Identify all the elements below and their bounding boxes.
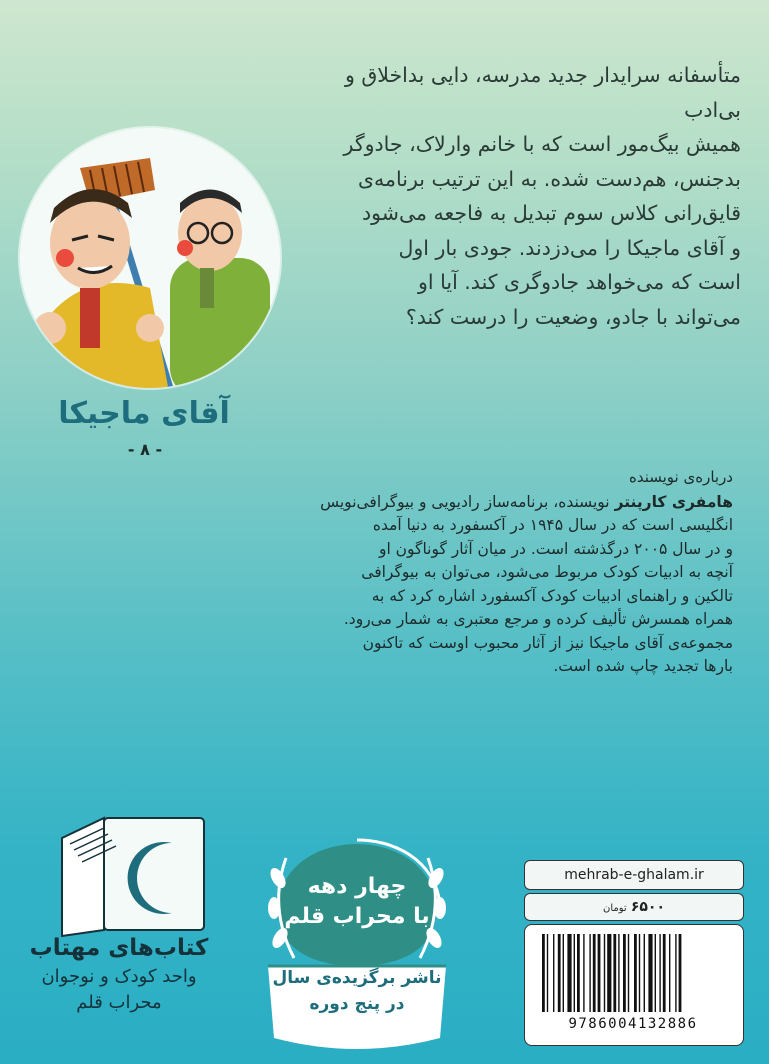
price-label [524,893,744,921]
author-line: و در سال ۲۰۰۵ درگذشته است. در میان آثار گوناگون او [378,539,733,558]
author-line [233,491,733,515]
barcode-bar [547,934,548,1012]
about-author-heading: درباره‌ی نویسنده [628,468,733,486]
badge-title-line-2: با محراب قلم [284,904,430,929]
barcode-icon [540,934,728,1012]
price-unit: تومان [602,903,627,914]
barcode-bar [663,934,666,1012]
publisher-parent: محراب قلم [76,992,162,1013]
characters-illustration [20,128,280,388]
author-line: بارها تجدید چاپ شده است. [553,657,733,675]
barcode-bar [659,934,660,1012]
blurb-line: بدجنس، هم‌دست شده. به این ترتیب برنامه‌ی [358,166,741,191]
barcode-bar [639,934,640,1012]
author-name: هامفری کارپنتر [614,492,733,511]
barcode-bar [679,934,682,1012]
badge-subtitle-line-1: ناشر برگزیده‌ی سال [272,968,442,988]
series-logo: آقای ماجیکا [58,396,230,431]
barcode-bar [634,934,637,1012]
blurb-line: متأسفانه سرایدار جدید مدرسه، دایی بداخلاق و بی‌ادب [344,63,741,122]
badge-subtitle-line-2: در پنج دوره [309,994,405,1014]
barcode-bar [567,934,571,1012]
blurb-line: می‌تواند با جادو، وضعیت را درست کند؟ [405,304,741,329]
barcode-bar [577,934,580,1012]
cover-illustration [20,128,280,388]
barcode-bar [558,934,561,1012]
blurb-line: است که می‌خواهد جادوگری کند. آیا او [418,270,741,294]
barcode-bar [613,934,616,1012]
publisher-book-logo-icon [22,808,222,938]
about-author [233,466,733,679]
barcode-bar [563,934,564,1012]
barcode-bar [623,934,626,1012]
barcode-bar [607,934,611,1012]
barcode-bar [604,934,605,1012]
barcode-bar [644,934,645,1012]
publisher-name: کتاب‌های مهتاب [29,935,209,961]
blurb-line: و آقای ماجیکا را می‌دزدند. جودی بار اول [398,235,741,260]
author-line: تالکین و راهنمای ادبیات کودک آکسفورد اشاره کرد که به [371,586,733,605]
publisher-website: mehrab-e-ghalam.ir [524,860,744,890]
isbn-number: 9786004132886 [568,1016,698,1032]
barcode-bar [589,934,590,1012]
barcode-bar [574,934,575,1012]
badge-title-line-1: چهار دهه [307,874,407,899]
back-cover-blurb [301,58,741,334]
barcode-bar [542,934,545,1012]
anniversary-badge-icon [258,838,456,1060]
author-line-rest: نویسنده، برنامه‌ساز رادیویی و بیوگرافی‌نویس [320,492,615,511]
barcode-bar [655,934,656,1012]
barcode-bar [618,934,619,1012]
price-value: ۶۵۰۰ [630,899,666,915]
author-line: آنچه به ادبیات کودک مربوط می‌شود، می‌توان به بیوگرافی [361,563,733,581]
barcode-bar [648,934,652,1012]
blurb-line: قایق‌رانی کلاس سوم تبدیل به فاجعه می‌شود [362,201,741,225]
author-line: همراه همسرش تألیف کرده و مرجع معتبری به شمار می‌رود. [343,610,733,628]
barcode-bar [583,934,584,1012]
barcode-bar [669,934,670,1012]
blurb-line: همیش بیگ‌مور است که با خانم وارلاک، جادوگر [343,132,741,156]
barcode-bar [675,934,676,1012]
barcode-bar [593,934,596,1012]
author-line: انگلیسی است که در سال ۱۹۴۵ در آکسفورد به دنیا آمده [372,516,733,534]
author-line: مجموعه‌ی آقای ماجیکا نیز از آثار محبوب اوست که تاکنون [362,633,733,652]
barcode-bar [598,934,601,1012]
series-number: - ۸ - [127,440,163,459]
publisher-unit: واحد کودک و نوجوان [41,966,197,987]
barcode-bar [553,934,554,1012]
barcode-bar [628,934,629,1012]
